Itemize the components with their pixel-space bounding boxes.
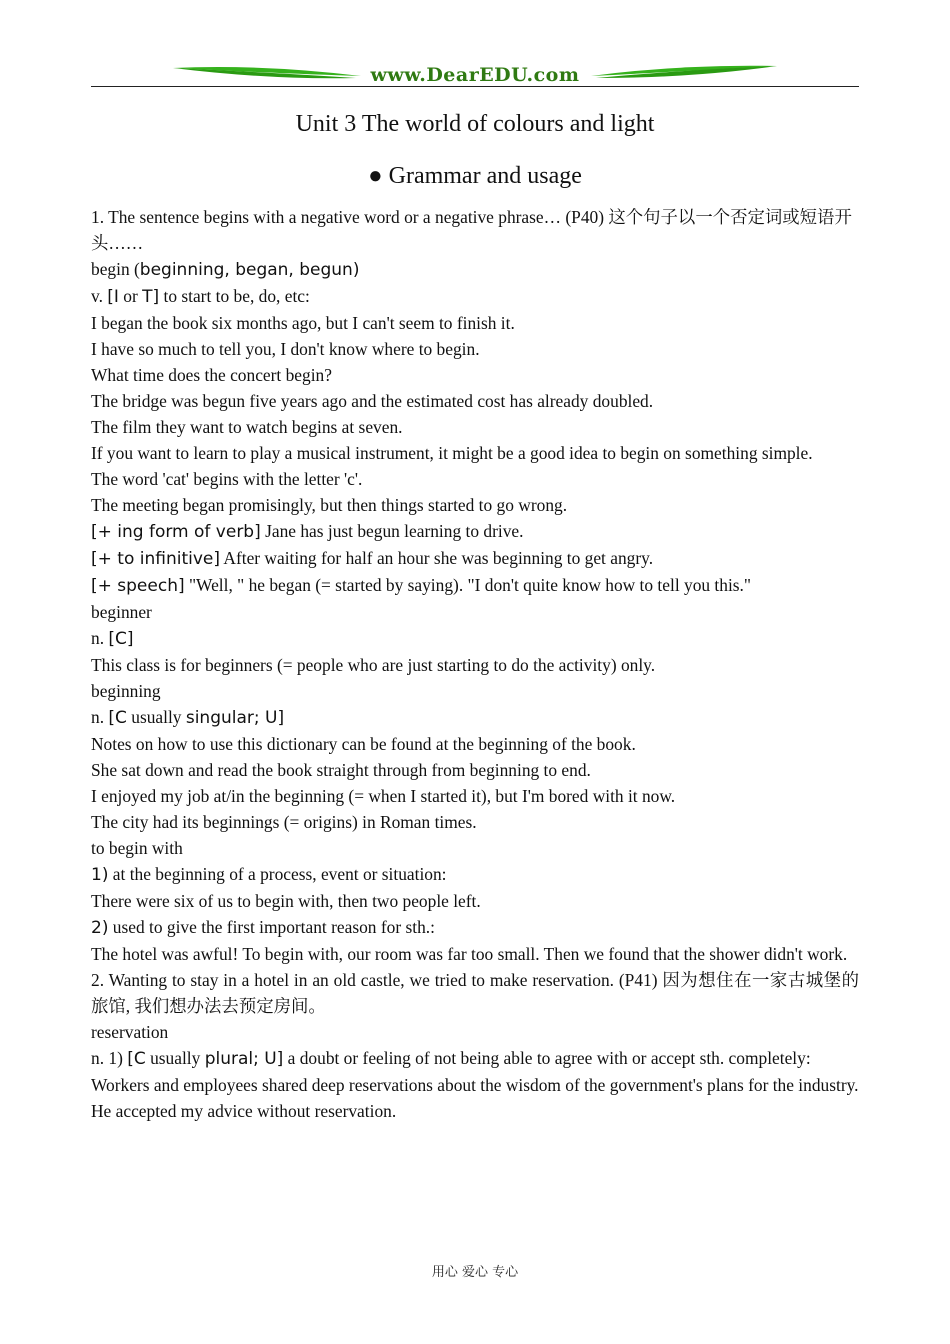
text: usually: [126, 707, 186, 727]
paragraph: The city had its beginnings (= origins) in Roman times.: [91, 812, 477, 832]
paragraph: I began the book six months ago, but I can't seem to finish it.: [91, 313, 515, 333]
headword: to begin with: [91, 838, 183, 858]
text: or: [118, 286, 143, 306]
grammar-label: [+ ing form of verb]: [91, 522, 261, 542]
text: begin (: [91, 259, 140, 279]
headword: beginning: [91, 681, 161, 701]
paragraph: [91, 518, 859, 545]
grammar-label: [C]: [108, 629, 134, 649]
paragraph: [91, 704, 859, 731]
logo-text: www.DearEDU.com: [370, 64, 580, 86]
text: used to give the first important reason for sth.:: [108, 917, 435, 937]
sense-number: 2): [91, 918, 109, 938]
paragraph: Workers and employees shared deep reservations about the wisdom of the government's plans for the industry.: [91, 1075, 859, 1095]
paragraph: She sat down and read the book straight through from beginning to end.: [91, 760, 591, 780]
paragraph: The bridge was begun five years ago and the estimated cost has already doubled.: [91, 391, 654, 411]
paragraph: I enjoyed my job at/in the beginning (= when I started it), but I'm bored with it now.: [91, 786, 676, 806]
text: beginning, began, begun): [139, 260, 360, 280]
paragraph: 2. Wanting to stay in a hotel in an old castle, we tried to make reservation. (P41) 因为想住在一家古城堡的旅馆, 我们想办法去预定房间。: [91, 970, 859, 1016]
text: n. 1): [91, 1048, 128, 1068]
page-footer: 用心 爱心 专心: [431, 1265, 519, 1280]
paragraph: I have so much to tell you, I don't know where to begin.: [91, 339, 480, 359]
paragraph: 1. The sentence begins with a negative word or a negative phrase… (P40) 这个句子以一个否定词或短语开头……: [91, 207, 852, 253]
paragraph: Notes on how to use this dictionary can be found at the beginning of the book.: [91, 734, 636, 754]
paragraph: [91, 1045, 859, 1072]
paragraph: The word 'cat' begins with the letter 'c'.: [91, 469, 363, 489]
paragraph: [91, 625, 859, 652]
paragraph: He accepted my advice without reservation.: [91, 1101, 397, 1121]
paragraph: [91, 545, 859, 572]
text: "Well, " he began (= started by saying). "I don't quite know how to tell you this.": [184, 575, 752, 595]
text: usually: [145, 1048, 205, 1068]
paragraph: There were six of us to begin with, then two people left.: [91, 891, 481, 911]
text: to start to be, do, etc:: [159, 286, 310, 306]
document-body: [91, 204, 859, 1124]
grammar-label: singular; U]: [185, 708, 285, 728]
paragraph: [91, 861, 859, 888]
text: Jane has just begun learning to drive.: [260, 521, 524, 541]
headword: beginner: [91, 602, 152, 622]
text: v.: [91, 286, 108, 306]
header-rule: [91, 86, 859, 87]
grammar-label: [C: [127, 1049, 146, 1069]
paragraph: [91, 283, 859, 310]
text: n.: [91, 707, 109, 727]
paragraph: This class is for beginners (= people who are just starting to do the activity) only.: [91, 655, 656, 675]
grammar-label: plural; U]: [204, 1049, 284, 1069]
paragraph: The hotel was awful! To begin with, our room was far too small. Then we found that the shower didn't work.: [91, 944, 848, 964]
page-header: [91, 62, 859, 90]
text: at the beginning of a process, event or situation:: [108, 864, 447, 884]
text: n.: [91, 628, 109, 648]
grammar-label: [+ to infinitive]: [91, 549, 220, 569]
paragraph: [91, 256, 859, 283]
headword: reservation: [91, 1022, 169, 1042]
paragraph: The meeting began promisingly, but then things started to go wrong.: [91, 495, 568, 515]
paragraph: If you want to learn to play a musical instrument, it might be a good idea to begin on something simple.: [91, 443, 813, 463]
grammar-label: [C: [108, 708, 127, 728]
paragraph: [91, 572, 859, 599]
page-title: Unit 3 The world of colours and light: [295, 111, 655, 137]
paragraph: [91, 914, 859, 941]
text: After waiting for half an hour she was beginning to get angry.: [220, 548, 654, 568]
section-title: ● Grammar and usage: [368, 163, 582, 189]
paragraph: The film they want to watch begins at seven.: [91, 417, 403, 437]
sense-number: 1): [91, 865, 109, 885]
grammar-label: [+ speech]: [91, 576, 185, 596]
text: [I: [107, 287, 119, 307]
text: a doubt or feeling of not being able to agree with or accept sth. completely:: [283, 1048, 811, 1068]
text: T]: [142, 287, 160, 307]
paragraph: What time does the concert begin?: [91, 365, 332, 385]
